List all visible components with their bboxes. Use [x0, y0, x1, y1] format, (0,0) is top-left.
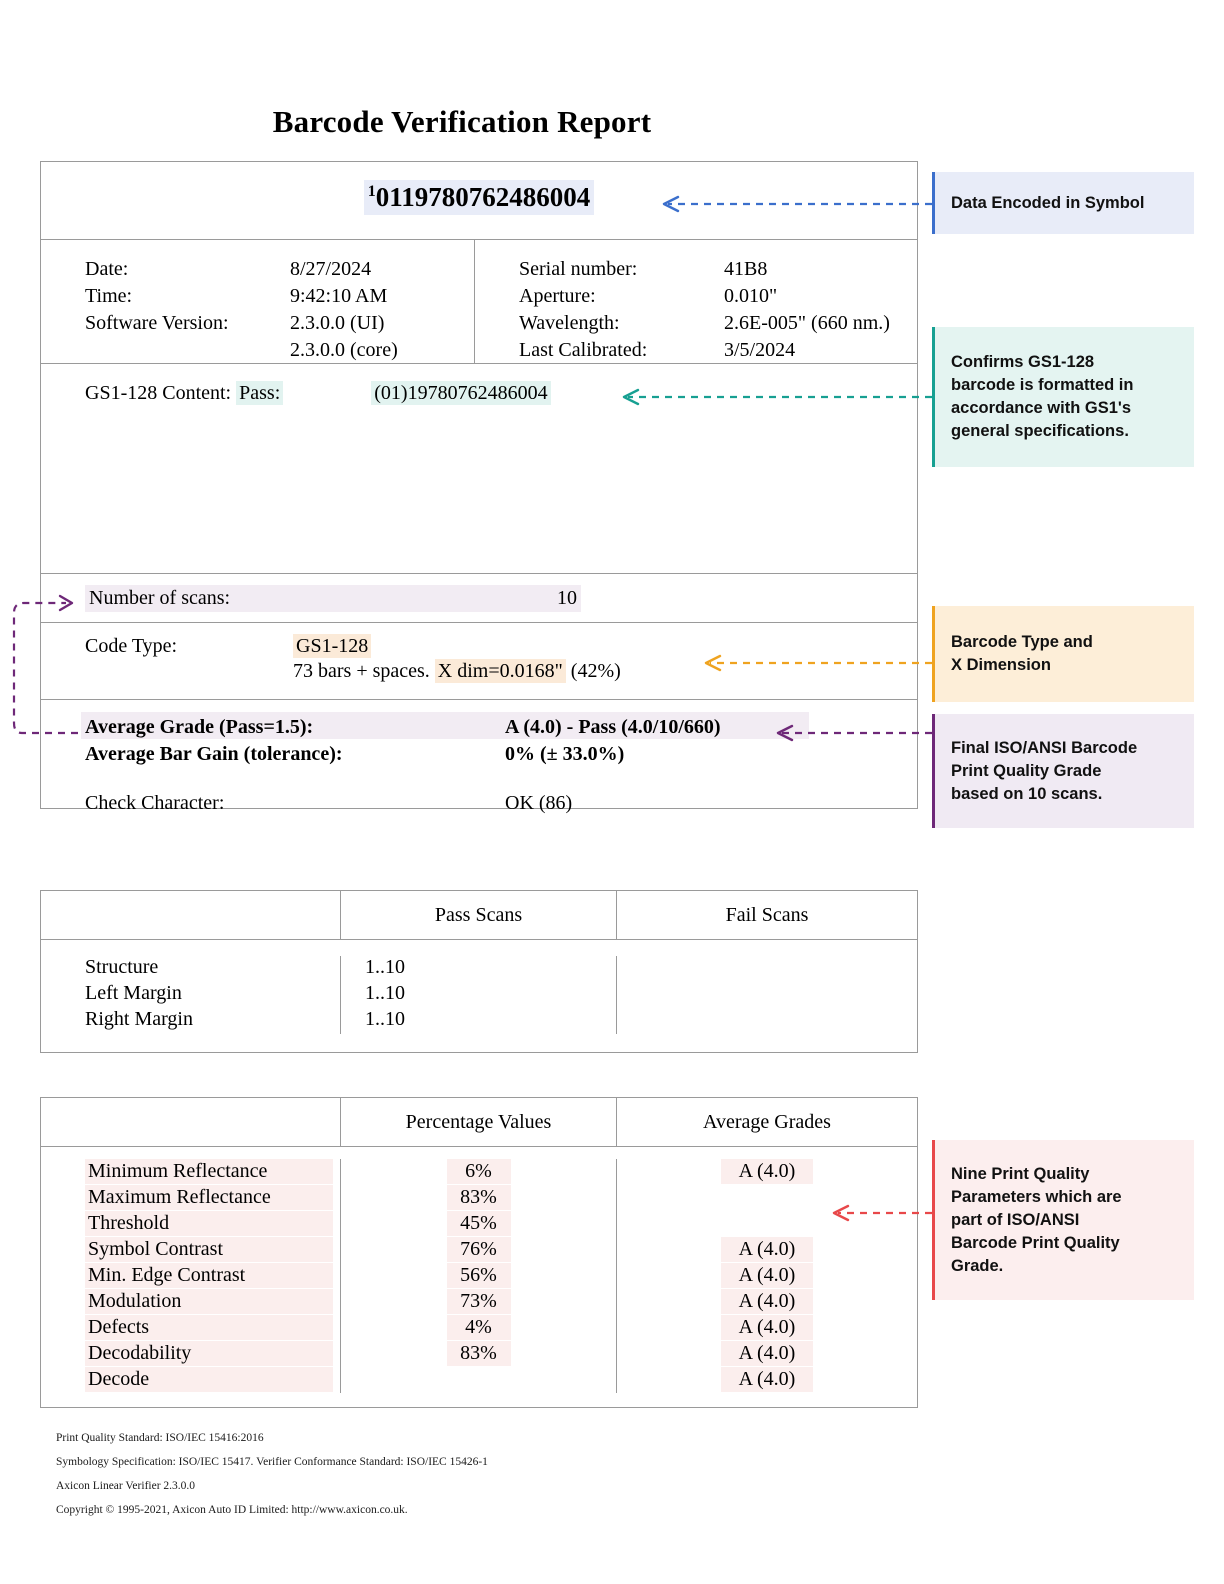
scan-row-name: Structure	[41, 956, 341, 982]
table-row	[41, 1185, 917, 1211]
footer-line-verifier-name: Axicon Linear Verifier 2.3.0.0	[56, 1480, 196, 1492]
scans-header-blank	[41, 891, 341, 939]
number-of-scans-value: 10	[557, 587, 577, 609]
check-character-line	[41, 792, 917, 815]
callout-line: general specifications.	[951, 422, 1129, 440]
param-grade: A (4.0)	[721, 1367, 813, 1392]
param-percent-cell	[341, 1341, 617, 1367]
param-name-cell	[41, 1289, 341, 1315]
param-grade: A (4.0)	[721, 1289, 813, 1314]
table-row	[41, 956, 917, 982]
param-name: Minimum Reflectance	[85, 1159, 333, 1184]
param-name-cell	[41, 1367, 341, 1393]
verifier-info-right-column	[475, 240, 917, 363]
param-percent-cell	[341, 1159, 617, 1185]
number-of-scans-highlight	[85, 585, 581, 612]
table-row	[41, 1237, 917, 1263]
callout-line: barcode is formatted in	[951, 376, 1134, 394]
scans-table-body	[41, 940, 917, 1052]
callout-line: Barcode Type and	[951, 633, 1093, 651]
code-type-row	[41, 623, 917, 700]
scan-row-fail	[617, 982, 917, 1008]
callout-line: accordance with GS1's	[951, 399, 1131, 417]
gs1-status-badge: Pass:	[236, 381, 283, 405]
callout-line: Confirms GS1-128	[951, 353, 1095, 371]
param-grade-cell	[617, 1159, 917, 1185]
average-grade-label: Average Grade (Pass=1.5):	[85, 716, 314, 738]
callout-nine-parameters	[932, 1140, 1194, 1300]
code-type-detail-line	[41, 660, 917, 683]
number-of-scans-label: Number of scans:	[89, 587, 231, 609]
param-grade-cell	[617, 1367, 917, 1393]
info-value: 2.3.0.0 (core)	[290, 339, 398, 361]
fnc1-superscript: 1	[367, 183, 376, 200]
param-name: Min. Edge Contrast	[85, 1263, 333, 1288]
param-name: Decode	[85, 1367, 333, 1392]
info-line-wavelength	[519, 310, 917, 337]
param-grade-cell	[617, 1341, 917, 1367]
table-row	[41, 1289, 917, 1315]
param-grade: A (4.0)	[721, 1315, 813, 1340]
verifier-info-left-column	[41, 240, 475, 363]
gs1-content-line	[41, 382, 917, 405]
scans-header-fail: Fail Scans	[725, 903, 809, 926]
info-value: 41B8	[724, 258, 768, 280]
param-percent: 4%	[447, 1315, 511, 1340]
footer-line-copyright: Copyright © 1995-2021, Axicon Auto ID Limited: http://www.axicon.co.uk.	[56, 1504, 408, 1516]
scan-row-pass: 1..10	[341, 982, 617, 1008]
info-line-aperture	[519, 283, 917, 310]
param-grade-cell	[617, 1211, 917, 1237]
callout-gs1-confirm	[932, 327, 1194, 467]
footer-line-symbology-specification: Symbology Specification: ISO/IEC 15417. Verifier Conformance Standard: ISO/IEC 15426-1	[56, 1456, 488, 1468]
param-percent-cell	[341, 1263, 617, 1289]
param-percent-cell	[341, 1315, 617, 1341]
param-grade-cell	[617, 1185, 917, 1211]
callout-line: Barcode Print Quality	[951, 1233, 1120, 1252]
info-label: Time:	[85, 285, 133, 307]
encoded-data-value	[41, 182, 917, 213]
verifier-info-row	[41, 240, 917, 364]
code-type-value: GS1-128	[293, 634, 371, 658]
table-row	[41, 1211, 917, 1237]
table-row	[41, 982, 917, 1008]
average-grade-line	[41, 714, 917, 741]
param-name-cell	[41, 1263, 341, 1289]
info-value: 0.010"	[724, 285, 778, 307]
param-name-cell	[41, 1237, 341, 1263]
x-dimension-percent: (42%)	[570, 660, 621, 682]
param-grade: A (4.0)	[721, 1263, 813, 1288]
grade-summary-row	[41, 700, 917, 814]
pass-fail-scans-table	[40, 890, 918, 1053]
code-type-label: Code Type:	[85, 635, 178, 657]
scan-row-pass: 1..10	[341, 1008, 617, 1034]
average-bar-gain-value: 0% (± 33.0%)	[505, 743, 625, 765]
info-value: 3/5/2024	[724, 339, 796, 361]
callout-line: based on 10 scans.	[951, 784, 1103, 803]
param-percent: 73%	[447, 1289, 511, 1314]
scans-header-pass: Pass Scans	[341, 891, 617, 939]
info-value: 2.6E-005" (660 nm.)	[724, 312, 890, 334]
report-main-frame	[40, 161, 918, 814]
info-label: Wavelength:	[519, 312, 620, 334]
param-grade: A (4.0)	[721, 1159, 813, 1184]
info-line-software-version-core	[85, 337, 474, 364]
info-line-software-version	[85, 310, 474, 337]
callout-line: Final ISO/ANSI Barcode	[951, 738, 1138, 757]
param-grade-cell	[617, 1263, 917, 1289]
callout-barcode-type	[932, 606, 1194, 702]
param-name-cell	[41, 1315, 341, 1341]
scan-row-name: Left Margin	[41, 982, 341, 1008]
params-header-percentage: Percentage Values	[341, 1098, 617, 1146]
param-grade-cell	[617, 1289, 917, 1315]
param-percent-cell	[341, 1211, 617, 1237]
average-bar-gain-label: Average Bar Gain (tolerance):	[85, 743, 343, 765]
param-percent: 76%	[447, 1237, 511, 1262]
param-name: Defects	[85, 1315, 333, 1340]
footer-line-print-quality-standard: Print Quality Standard: ISO/IEC 15416:2016	[56, 1432, 264, 1444]
param-percent: 83%	[447, 1185, 511, 1210]
scan-row-fail	[617, 956, 917, 982]
callout-final-grade	[932, 714, 1194, 828]
param-percent: 56%	[447, 1263, 511, 1288]
info-label: Last Calibrated:	[519, 339, 648, 361]
param-name-cell	[41, 1341, 341, 1367]
param-grade-cell	[617, 1237, 917, 1263]
number-of-scans-row	[41, 574, 917, 623]
param-percent: 83%	[447, 1341, 511, 1366]
param-name-cell	[41, 1159, 341, 1185]
gs1-content-row	[41, 364, 917, 574]
param-percent: 6%	[447, 1159, 511, 1184]
table-row	[41, 1341, 917, 1367]
page-title: Barcode Verification Report	[272, 104, 652, 139]
gs1-content-value: (01)19780762486004	[371, 381, 550, 405]
print-quality-parameters-table	[40, 1097, 918, 1408]
param-name: Decodability	[85, 1341, 333, 1366]
info-value: 8/27/2024	[290, 258, 372, 280]
scan-row-fail	[617, 1008, 917, 1034]
param-name: Symbol Contrast	[85, 1237, 333, 1262]
callout-line: part of ISO/ANSI	[951, 1210, 1080, 1229]
params-header-grades: Average Grades	[703, 1110, 831, 1133]
param-percent-cell	[341, 1237, 617, 1263]
scan-row-pass: 1..10	[341, 956, 617, 982]
info-line-time	[85, 283, 474, 310]
table-row	[41, 1263, 917, 1289]
callout-line: Print Quality Grade	[951, 761, 1102, 780]
check-character-label: Check Character:	[85, 792, 225, 814]
callout-line: Nine Print Quality	[951, 1164, 1090, 1183]
callout-line: X Dimension	[951, 656, 1051, 674]
code-type-line	[41, 635, 917, 658]
table-header-row	[41, 1098, 917, 1147]
info-line-last-calibrated	[519, 337, 917, 364]
info-label: Software Version:	[85, 312, 229, 334]
x-dimension-value: X dim=0.0168"	[435, 659, 566, 683]
param-name: Maximum Reflectance	[85, 1185, 333, 1210]
param-name-cell	[41, 1185, 341, 1211]
info-value: 9:42:10 AM	[290, 285, 388, 307]
param-percent-cell	[341, 1367, 617, 1393]
param-grade: A (4.0)	[721, 1237, 813, 1262]
param-grade-cell	[617, 1315, 917, 1341]
param-percent-cell	[341, 1289, 617, 1315]
info-line-date	[85, 256, 474, 283]
param-name: Modulation	[85, 1289, 333, 1314]
callout-line: Data Encoded in Symbol	[951, 193, 1145, 212]
info-line-serial-number	[519, 256, 917, 283]
average-bar-gain-line	[41, 741, 917, 768]
report-footer	[56, 1426, 756, 1522]
param-name-cell	[41, 1211, 341, 1237]
info-label: Aperture:	[519, 285, 596, 307]
table-row	[41, 1159, 917, 1185]
callout-data-encoded	[932, 172, 1194, 234]
check-character-value: OK (86)	[505, 792, 573, 814]
param-grade: A (4.0)	[721, 1341, 813, 1366]
average-grade-value: A (4.0) - Pass (4.0/10/660)	[505, 716, 721, 738]
param-percent-cell	[341, 1185, 617, 1211]
scan-row-name: Right Margin	[41, 1008, 341, 1034]
param-name: Threshold	[85, 1211, 333, 1236]
table-row	[41, 1367, 917, 1393]
callout-line: Parameters which are	[951, 1187, 1122, 1206]
table-row	[41, 1315, 917, 1341]
encoded-data-row	[41, 162, 917, 240]
info-value: 2.3.0.0 (UI)	[290, 312, 385, 334]
param-percent: 45%	[447, 1211, 511, 1236]
table-header-row	[41, 891, 917, 940]
params-header-blank	[41, 1098, 341, 1146]
callout-line: Grade.	[951, 1256, 1004, 1275]
bars-spaces-text: 73 bars + spaces.	[293, 660, 430, 682]
encoded-data-text: 0119780762486004	[375, 182, 591, 212]
info-label: Serial number:	[519, 258, 638, 280]
info-label: Date:	[85, 258, 129, 280]
table-row	[41, 1008, 917, 1034]
params-table-body	[41, 1147, 917, 1407]
gs1-content-label: GS1-128 Content:	[85, 382, 232, 404]
